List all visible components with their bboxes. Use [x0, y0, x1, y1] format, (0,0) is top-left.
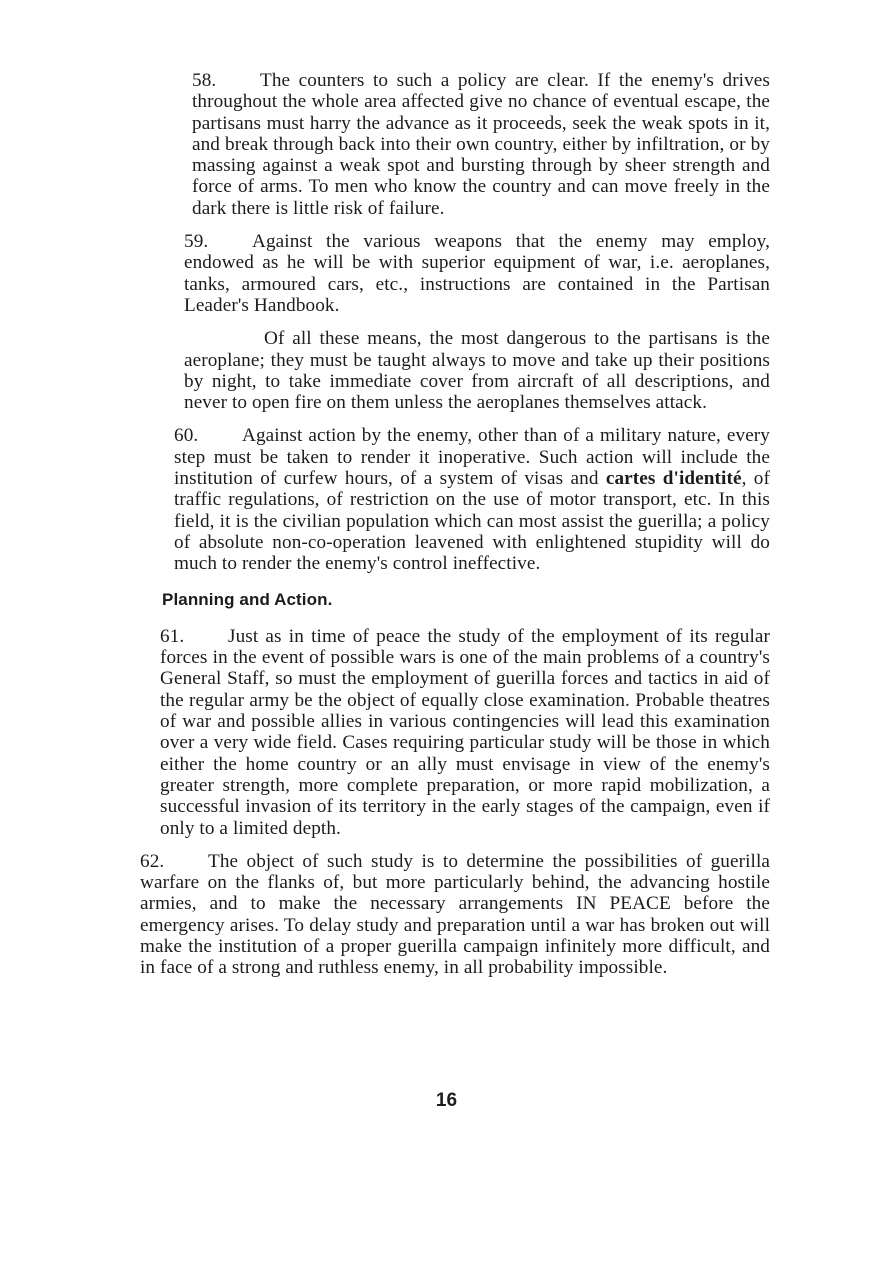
section-heading: Planning and Action. [162, 589, 333, 609]
paragraph-text-before: Against action by the enemy, other than of a military nature, every step must be taken to render it inoperative. Such action will include the institution of curfew hours, of a system of visas and [174, 425, 770, 490]
paragraph-number: 58. [192, 70, 217, 91]
paragraph-text: The counters to such a policy are clear. If the enemy's drives throughout the whole area affected give no chance of eventual escape, the partisans must harry the advance as it proceeds, seek the weak spots in it, and break through back into their own country, either by infiltration, or by massing against a weak spot and bursting through by sheer strength and force of arms. To men who know the country and can move freely in the dark there is little risk of failure. [192, 70, 770, 219]
paragraph-61 [160, 626, 770, 839]
paragraph-text: Just as in time of peace the study of the employment of its regular forces in the event of possible wars is one of the main problems of a country's General Staff, so must the employment of guerilla forces and tactics in aid of the regular army be the object of equally close examination. Probable theatres of war and possible allies in various contingencies will lead this examination over a very wide field. Cases requiring particular study will be those in which either the home country or an ally must envisage in view of the enemy's greater strength, more complete preparation, or more rapid mobilization, a successful invasion of its territory in the early stages of the campaign, even if only to a limited depth. [160, 625, 770, 839]
paragraph-number: 60. [174, 425, 199, 447]
paragraph-59 [184, 231, 770, 316]
paragraph-59-continued [184, 328, 770, 413]
paragraph-number: 61. [160, 625, 185, 647]
paragraph-text: Against the various weapons that the enemy may employ, endowed as he will be with superior equipment of war, i.e. aeroplanes, tanks, armoured cars, etc., instructions are contained in the Partisan Leader's Handbook. [184, 231, 770, 316]
paragraph-58 [192, 70, 770, 219]
paragraph-60 [174, 425, 770, 574]
paragraph-text-after: , of traffic regulations, of restriction on the use of motor transport, etc. In this field, it is the civilian population which can most assist the guerilla; a policy of absolute non-co-operation leavened with enlightened stupidity will do much to render the enemy's control ineffective. [174, 468, 770, 575]
paragraph-number: 62. [140, 850, 165, 872]
page-body [140, 70, 770, 991]
bold-phrase: cartes d'identité [605, 468, 742, 490]
paragraph-text: Of all these means, the most dangerous to the partisans is the aeroplane; they must be taught always to move and take up their positions by night, to take immediate cover from aircraft of all descriptions, and never to open fire on them unless the aeroplanes themselves attack. [184, 328, 770, 414]
paragraph-62 [140, 851, 770, 979]
paragraph-number: 59. [184, 231, 209, 253]
page-number: 16 [435, 1090, 458, 1111]
paragraph-text: The object of such study is to determine the possibilities of guerilla warfare on the flanks of, but more particularly behind, the advancing hostile armies, and to make the necessary arrangements IN PEACE before the emergency arises. To delay study and preparation until a war has broken out will make the institution of a proper guerilla campaign infinitely more difficult, and in face of a strong and ruthless enemy, in all probability impossible. [140, 850, 770, 979]
